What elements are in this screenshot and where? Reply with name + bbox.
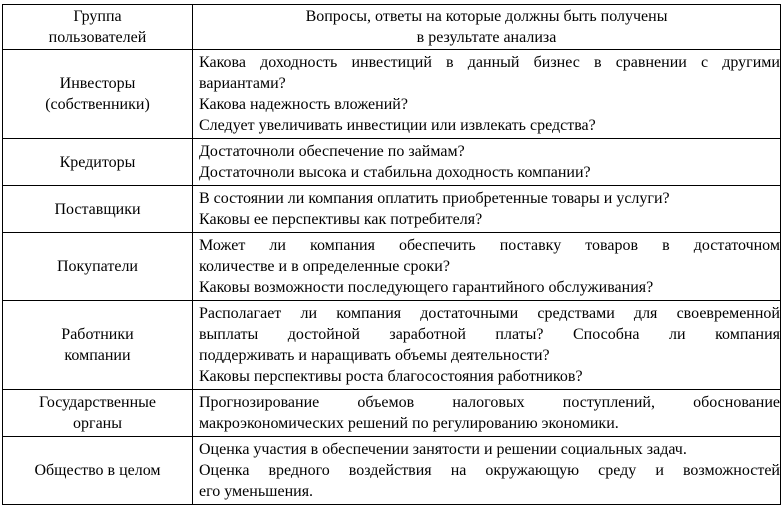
questions-cell xyxy=(193,233,781,301)
user-group-label: Государственные xyxy=(39,394,156,411)
header-questions xyxy=(193,5,781,50)
user-group-label: Инвесторы xyxy=(59,75,136,92)
question-line: Располагает ли компания достаточными средствами для своевременной xyxy=(199,305,780,322)
user-group-cell xyxy=(3,186,193,233)
question-line: Какова надежность вложений? xyxy=(199,96,408,113)
question-line: Оценка вредного воздействия на окружающую среду и возможностей xyxy=(199,462,780,479)
question-line: Каковы перспективы роста благосостояния работников? xyxy=(199,368,583,385)
questions-cell xyxy=(193,390,781,437)
user-group-cell xyxy=(3,50,193,139)
questions-cell xyxy=(193,50,781,139)
table-row xyxy=(3,301,781,390)
question-line: В состоянии ли компания оплатить приобретенные товары и услуги? xyxy=(199,190,670,207)
question-line: Достаточноли высока и стабильна доходность компании? xyxy=(199,164,591,181)
header-line: пользователей xyxy=(48,29,147,46)
user-group-cell xyxy=(3,301,193,390)
user-group-cell xyxy=(3,139,193,186)
user-group-cell xyxy=(3,390,193,437)
header-user-group xyxy=(3,5,193,50)
header-line: в результате анализа xyxy=(416,29,557,46)
question-line: Какова доходность инвестиций в данный бизнес в сравнении с другими xyxy=(199,54,780,71)
header-line: Группа xyxy=(73,8,122,25)
table-header-row xyxy=(3,5,781,50)
header-line: Вопросы, ответы на которые должны быть получены xyxy=(305,8,668,25)
user-group-cell xyxy=(3,437,193,505)
table-row xyxy=(3,437,781,505)
user-group-label: Общество в целом xyxy=(34,462,161,479)
user-group-label: Поставщики xyxy=(54,200,141,218)
users-questions-table xyxy=(2,4,781,505)
user-group-label: органы xyxy=(73,415,122,432)
table-row xyxy=(3,139,781,186)
user-group-label: Работники xyxy=(61,326,134,343)
table-body xyxy=(3,50,781,505)
question-line: Оценка участия в обеспечении занятости и решении социальных задач. xyxy=(199,441,687,458)
user-group-label: Покупатели xyxy=(57,258,138,275)
question-line: выплаты достойной заработной платы? Способна ли компания xyxy=(199,326,780,343)
user-group-label: Кредиторы xyxy=(59,153,136,171)
questions-cell xyxy=(193,301,781,390)
question-line: макроэкономических решений по регулированию экономики. xyxy=(199,415,619,432)
user-group-label: компании xyxy=(64,347,131,364)
question-line: его уменьшения. xyxy=(199,483,314,500)
questions-cell xyxy=(193,139,781,186)
question-line: Следует увеличивать инвестиции или извлекать средства? xyxy=(199,117,596,134)
question-line: Каковы возможности последующего гарантийного обслуживания? xyxy=(199,279,654,296)
question-line: Каковы ее перспективы как потребителя? xyxy=(199,211,483,228)
questions-cell xyxy=(193,437,781,505)
question-line: количестве и в определенные сроки? xyxy=(199,258,450,275)
question-line: Может ли компания обеспечить поставку товаров в достаточном xyxy=(199,237,780,254)
question-line: вариантами? xyxy=(199,75,286,92)
table-row xyxy=(3,186,781,233)
question-line: Достаточноли обеспечение по займам? xyxy=(199,143,465,160)
user-group-cell xyxy=(3,233,193,301)
questions-cell xyxy=(193,186,781,233)
question-line: поддерживать и наращивать объемы деятельности? xyxy=(199,347,550,364)
table-row xyxy=(3,50,781,139)
user-group-label: (собственники) xyxy=(45,96,150,113)
table-row xyxy=(3,390,781,437)
table-row xyxy=(3,233,781,301)
question-line: Прогнозирование объемов налоговых поступлений, обоснование xyxy=(199,394,780,411)
